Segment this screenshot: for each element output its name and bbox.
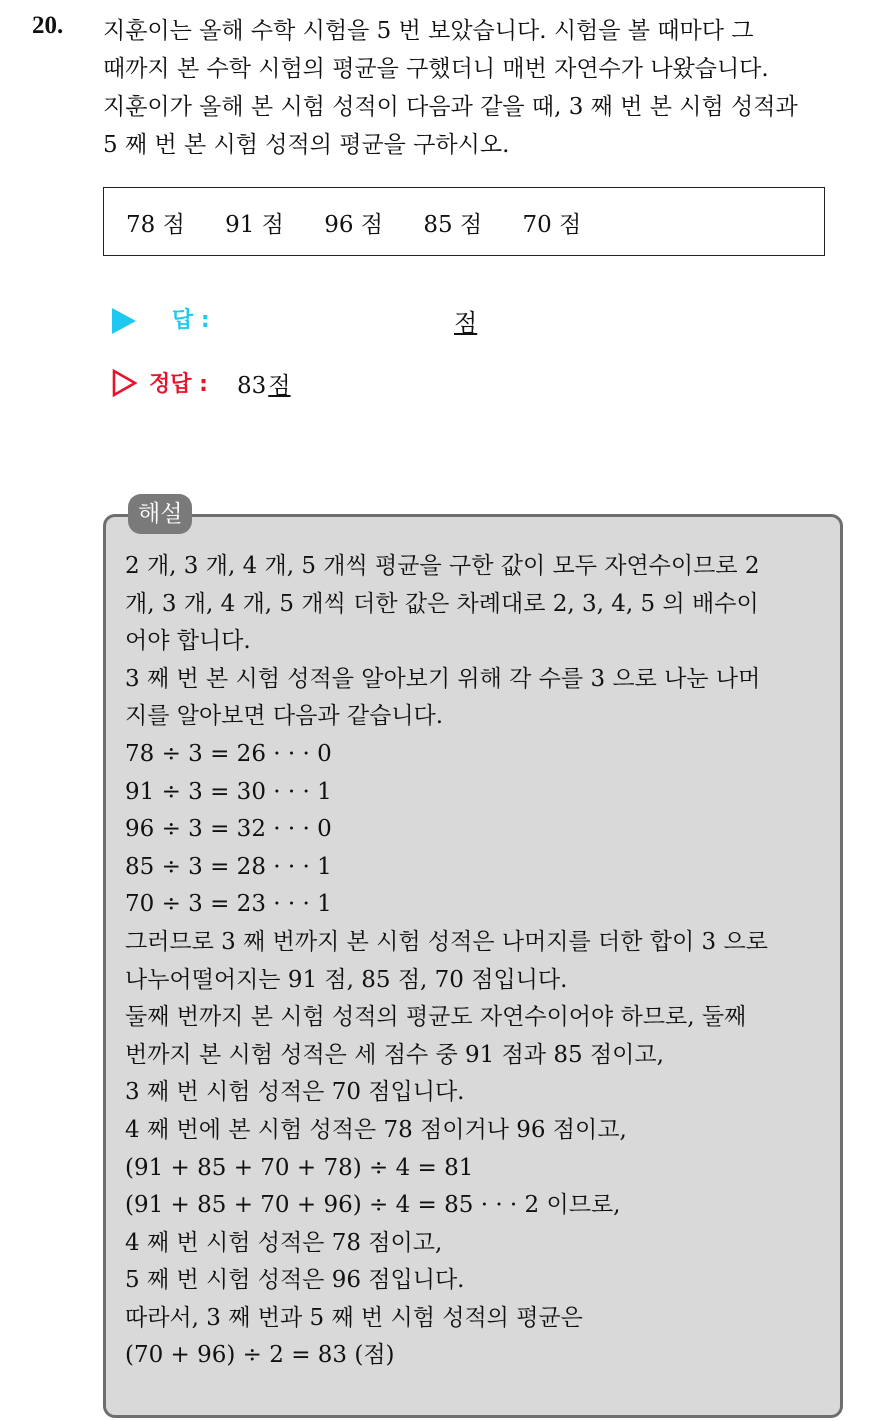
problem-line: 지훈이는 올해 수학 시험을 5 번 보았습니다. 시험을 볼 때마다 그: [103, 18, 754, 44]
problem-line: 지훈이가 올해 본 시험 성적이 다음과 같을 때, 3 째 번 본 시험 성적과: [103, 94, 798, 120]
explanation-line: 70 ÷ 3 = 23 · · · 1: [125, 891, 332, 918]
problem-line: 5 째 번 본 시험 성적의 평균을 구하시오.: [103, 132, 510, 158]
explanation-text: [125, 548, 835, 1375]
explanation-line: 번까지 본 시험 성적은 세 점수 중 91 점과 85 점이고,: [125, 1041, 664, 1068]
play-outline-icon: [112, 369, 138, 397]
explanation-line: 5 째 번 시험 성적은 96 점입니다.: [125, 1267, 465, 1294]
score-item: 70 점: [522, 212, 582, 238]
explanation-line: 96 ÷ 3 = 32 · · · 0: [125, 816, 332, 843]
score-list: [126, 206, 614, 239]
answer-unit: 점: [454, 309, 478, 337]
explanation-line: 4 째 번에 본 시험 성적은 78 점이거나 96 점이고,: [125, 1116, 627, 1143]
score-box: [103, 187, 825, 256]
answer-label: 답 :: [172, 308, 210, 333]
score-item: 96 점: [324, 212, 384, 238]
explanation-line: 91 ÷ 3 = 30 · · · 1: [125, 778, 332, 805]
explanation-line: 나누어떨어지는 91 점, 85 점, 70 점입니다.: [125, 966, 568, 993]
explanation-line: 어야 합니다.: [125, 628, 251, 655]
explanation-line: 78 ÷ 3 = 26 · · · 0: [125, 740, 332, 767]
explanation-line: 3 째 번 시험 성적은 70 점입니다.: [125, 1079, 465, 1106]
correct-answer: [237, 367, 291, 400]
correct-answer-label: 정답 :: [149, 372, 208, 397]
explanation-line: (70 + 96) ÷ 2 = 83 (점): [125, 1342, 395, 1369]
problem-statement: [103, 12, 873, 164]
explanation-line: 개, 3 개, 4 개, 5 개씩 더한 값은 차례대로 2, 3, 4, 5 의 배수이: [125, 590, 759, 617]
explanation-line: 둘째 번까지 본 시험 성적의 평균도 자연수이어야 하므로, 둘째: [125, 1004, 747, 1031]
explanation-line: (91 + 85 + 70 + 96) ÷ 4 = 85 · · · 2 이므로,: [125, 1192, 621, 1219]
explanation-line: 85 ÷ 3 = 28 · · · 1: [125, 853, 332, 880]
explanation-line: 그러므로 3 째 번까지 본 시험 성적은 나머지를 더한 합이 3 으로: [125, 928, 768, 955]
correct-answer-unit: 점: [268, 373, 291, 399]
explanation-line: 2 개, 3 개, 4 개, 5 개씩 평균을 구한 값이 모두 자연수이므로 2: [125, 553, 760, 579]
correct-answer-value: 83: [237, 373, 267, 399]
score-item: 85 점: [423, 212, 483, 238]
problem-number: 20.: [32, 12, 64, 39]
explanation-line: (91 + 85 + 70 + 78) ÷ 4 = 81: [125, 1154, 474, 1181]
problem-line: 때까지 본 수학 시험의 평균을 구했더니 매번 자연수가 나왔습니다.: [103, 56, 769, 82]
explanation-line: 3 째 번 본 시험 성적을 알아보기 위해 각 수를 3 으로 나눈 나머: [125, 665, 761, 692]
score-item: 78 점: [126, 212, 185, 238]
explanation-line: 4 째 번 시험 성적은 78 점이고,: [125, 1229, 443, 1256]
explanation-line: 따라서, 3 째 번과 5 째 번 시험 성적의 평균은: [125, 1304, 583, 1331]
explanation-tag: 해설: [128, 494, 192, 534]
score-item: 91 점: [225, 212, 284, 238]
explanation-line: 지를 알아보면 다음과 같습니다.: [125, 703, 444, 730]
play-arrow-icon: [112, 308, 136, 334]
